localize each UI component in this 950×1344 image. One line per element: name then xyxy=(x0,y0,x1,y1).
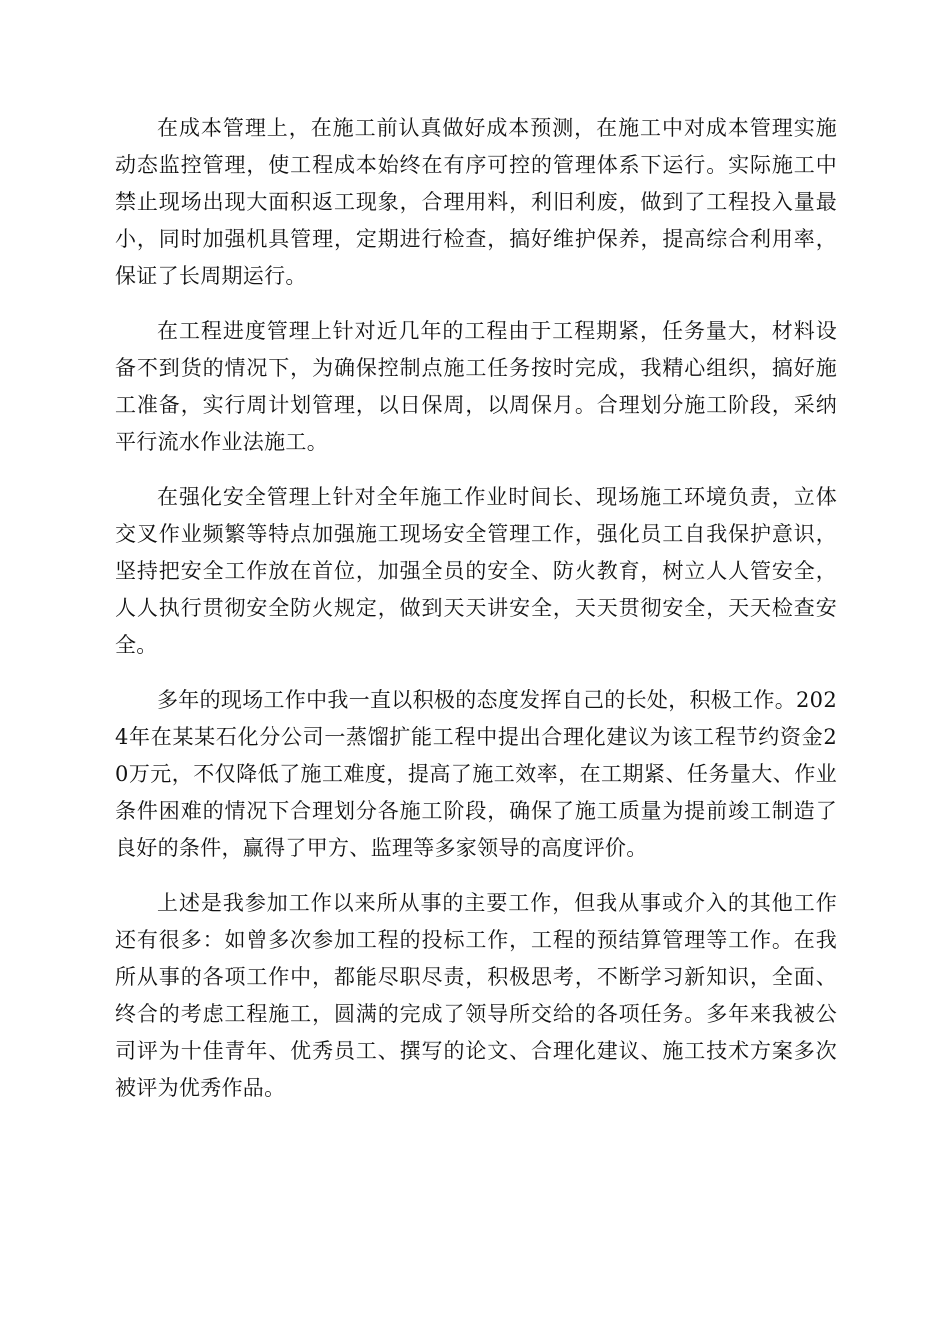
paragraph-safety-management: 在强化安全管理上针对全年施工作业时间长、现场施工环境负责，立体交叉作业频繁等特点加强施工现场安全管理工作，强化员工自我保护意识，坚持把安全工作放在首位，加强全员的安全、防火教育，树立人人管安全，人人执行贯彻安全防火规定，做到天天讲安全，天天贯彻安全，天天检查安全。 xyxy=(115,485,837,657)
paragraph-summary: 上述是我参加工作以来所从事的主要工作，但我从事或介入的其他工作还有很多：如曾多次参加工程的投标工作，工程的预结算管理等工作。在我所从事的各项工作中，都能尽职尽责，积极思考，不断学习新知识，全面、终合的考虑工程施工，圆满的完成了领导所交给的各项任务。多年来我被公司评为十佳青年、优秀员工、撰写的论文、合理化建议、施工技术方案多次被评为优秀作品。 xyxy=(115,891,837,1100)
paragraph-schedule-management: 在工程进度管理上针对近几年的工程由于工程期紧，任务量大，材料设备不到货的情况下，为确保控制点施工任务按时完成，我精心组织，搞好施工准备，实行周计划管理，以日保周，以周保月。合理划分施工阶段，采纳平行流水作业法施工。 xyxy=(115,319,837,454)
document-body xyxy=(115,110,837,1125)
paragraph-cost-management: 在成本管理上，在施工前认真做好成本预测，在施工中对成本管理实施动态监控管理，使工程成本始终在有序可控的管理体系下运行。实际施工中禁止现场出现大面积返工现象，合理用料，利旧利废，做到了工程投入量最小，同时加强机具管理，定期进行检查，搞好维护保养，提高综合利用率，保证了长周期运行。 xyxy=(115,116,837,288)
paragraph-field-work: 多年的现场工作中我一直以积极的态度发挥自己的长处，积极工作。2024年在某某石化分公司一蒸馏扩能工程中提出合理化建议为该工程节约资金20万元，不仅降低了施工难度，提高了施工效率，在工期紧、任务量大、作业条件困难的情况下合理划分各施工阶段，确保了施工质量为提前竣工制造了良好的条件，赢得了甲方、监理等多家领导的高度评价。 xyxy=(115,688,837,860)
